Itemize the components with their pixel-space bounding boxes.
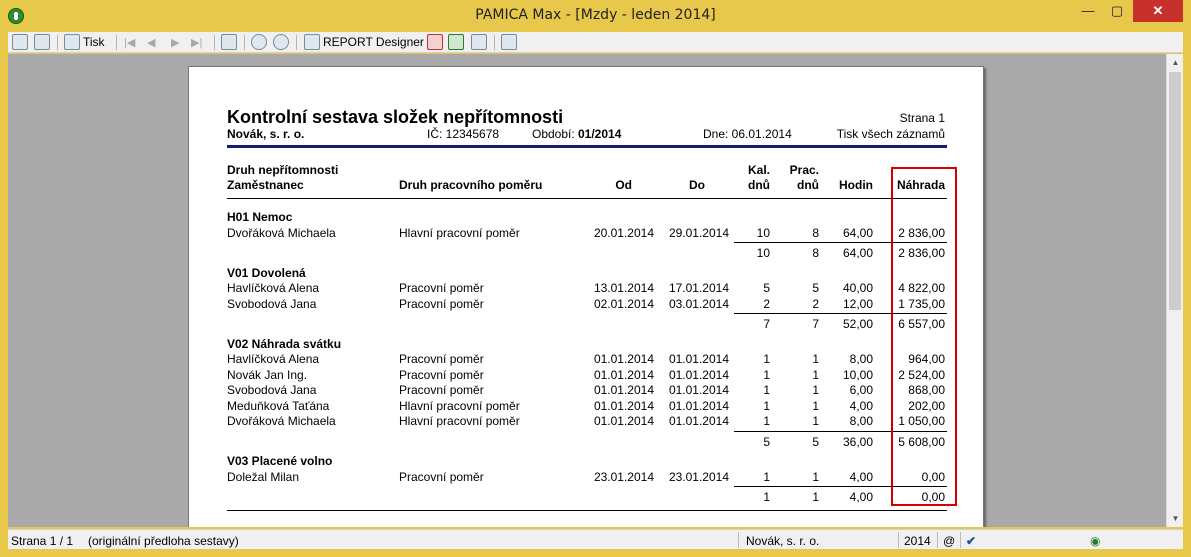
cell-from: 01.01.2014 xyxy=(593,398,654,413)
cell-from: 13.01.2014 xyxy=(593,281,654,295)
cell-calendar-days: 1 xyxy=(763,367,770,382)
cell-employment-type: Hlavní pracovní poměr xyxy=(399,225,520,240)
close-button[interactable]: ✕ xyxy=(1133,0,1183,22)
total-hours: 36,00 xyxy=(842,434,873,449)
status-separator xyxy=(898,532,899,548)
status-year: 2014 xyxy=(904,534,931,548)
total-calendar-days: 7 xyxy=(763,317,770,331)
toolbar-separator xyxy=(116,35,117,50)
cell-employee: Svobodová Jana xyxy=(227,383,317,397)
period-label: Období: xyxy=(532,127,575,141)
scrollbar-thumb[interactable] xyxy=(1169,72,1181,310)
cell-compensation: 1 050,00 xyxy=(898,414,945,428)
group-title: V01 Dovolená xyxy=(227,265,306,280)
status-page: Strana 1 / 1 xyxy=(11,534,74,548)
status-at: @ xyxy=(943,534,956,548)
header-compensation: Náhrada xyxy=(896,178,945,192)
cell-hours: 6,00 xyxy=(849,383,873,397)
cell-employee: Svobodová Jana xyxy=(227,296,317,311)
cell-to: 23.01.2014 xyxy=(668,469,729,484)
cell-to: 01.01.2014 xyxy=(668,367,729,382)
header-employee: Zaměstnanec xyxy=(227,178,304,192)
total-working-days: 8 xyxy=(812,246,819,260)
cell-hours: 12,00 xyxy=(842,296,873,311)
window-title: PAMICA Max - [Mzdy - leden 2014] xyxy=(475,7,716,23)
cell-compensation: 2 524,00 xyxy=(898,367,945,382)
cell-working-days: 1 xyxy=(812,414,819,428)
cell-to: 29.01.2014 xyxy=(668,225,729,240)
cell-hours: 4,00 xyxy=(849,469,873,484)
cell-employment-type: Pracovní poměr xyxy=(399,281,484,295)
toolbar-separator xyxy=(214,35,215,50)
cell-from: 01.01.2014 xyxy=(593,383,654,397)
ok-icon: ◉ xyxy=(1090,534,1101,548)
report-preview[interactable] xyxy=(8,54,1166,527)
title-bar xyxy=(0,0,1191,32)
print-label: Tisk xyxy=(83,35,105,49)
cell-compensation: 202,00 xyxy=(908,398,945,413)
total-calendar-days: 5 xyxy=(763,434,770,449)
total-hours: 4,00 xyxy=(849,490,873,504)
cell-from: 20.01.2014 xyxy=(593,225,654,240)
cell-employee: Dvořáková Michaela xyxy=(227,225,336,240)
company-id: IČ: 12345678 xyxy=(427,127,500,141)
report-page xyxy=(188,66,984,527)
cell-working-days: 1 xyxy=(812,352,819,366)
title-rule xyxy=(227,145,947,148)
cell-employment-type: Pracovní poměr xyxy=(399,383,484,397)
total-compensation: 2 836,00 xyxy=(898,246,945,260)
pdf-icon[interactable] xyxy=(427,34,443,50)
total-calendar-days: 10 xyxy=(756,246,770,260)
previous-page-button[interactable]: ◀ xyxy=(147,36,156,49)
email-icon[interactable] xyxy=(471,34,487,50)
report-designer-icon xyxy=(304,34,320,50)
cell-from: 01.01.2014 xyxy=(593,367,654,382)
cell-working-days: 2 xyxy=(812,296,819,311)
toolbar-separator xyxy=(296,35,297,50)
cell-calendar-days: 1 xyxy=(763,352,770,366)
period-value: 01/2014 xyxy=(578,127,622,141)
cell-calendar-days: 5 xyxy=(763,281,770,295)
cell-compensation: 964,00 xyxy=(908,352,945,366)
cell-to: 17.01.2014 xyxy=(668,281,729,295)
maximize-button[interactable]: ▢ xyxy=(1110,3,1124,18)
status-separator xyxy=(738,532,739,548)
header-rule xyxy=(227,198,947,199)
cell-compensation: 0,00 xyxy=(921,469,945,484)
total-calendar-days: 1 xyxy=(763,490,770,504)
total-hours: 64,00 xyxy=(842,246,873,260)
toolbar xyxy=(8,32,1183,53)
vertical-scrollbar[interactable] xyxy=(1166,54,1183,527)
header-hours: Hodin xyxy=(839,178,873,192)
cell-calendar-days: 2 xyxy=(763,296,770,311)
cell-employment-type: Hlavní pracovní poměr xyxy=(399,414,520,428)
toolbar-separator xyxy=(244,35,245,50)
print-scope: Tisk všech záznamů xyxy=(836,127,945,141)
report-date: Dne: 06.01.2014 xyxy=(703,127,792,141)
cell-to: 03.01.2014 xyxy=(668,296,729,311)
printer-icon xyxy=(64,34,80,50)
page-number: Strana 1 xyxy=(899,111,945,125)
scroll-down-icon[interactable]: ▼ xyxy=(1171,514,1180,523)
cell-calendar-days: 1 xyxy=(763,398,770,413)
header-working-days-1: Prac. xyxy=(789,163,819,177)
cell-compensation: 868,00 xyxy=(908,383,945,397)
cell-hours: 4,00 xyxy=(849,398,873,413)
cell-from: 23.01.2014 xyxy=(593,469,654,484)
cell-employment-type: Hlavní pracovní poměr xyxy=(399,398,520,413)
help-icon[interactable] xyxy=(501,34,517,50)
cell-employment-type: Pracovní poměr xyxy=(399,469,484,484)
header-absence-type: Druh nepřítomnosti xyxy=(227,163,339,177)
header-calendar-days-1: Kal. xyxy=(747,163,770,177)
report-designer-button[interactable] xyxy=(304,34,424,50)
cell-employee: Doležal Milan xyxy=(227,469,300,484)
cell-working-days: 1 xyxy=(812,469,819,484)
total-working-days: 5 xyxy=(812,434,819,449)
cell-hours: 64,00 xyxy=(842,225,873,240)
cell-compensation: 2 836,00 xyxy=(898,225,945,240)
cell-employee: Novák Jan Ing. xyxy=(227,367,308,382)
two-pages-icon[interactable] xyxy=(221,34,237,50)
report-title: Kontrolní sestava složek nepřítomnosti xyxy=(227,107,564,127)
total-compensation: 5 608,00 xyxy=(898,434,945,449)
status-separator xyxy=(960,532,961,548)
cell-employment-type: Pracovní poměr xyxy=(399,367,484,382)
zoom-in-icon[interactable] xyxy=(251,34,267,50)
cell-employee: Havlíčková Alena xyxy=(227,281,320,295)
cell-to: 01.01.2014 xyxy=(668,383,729,397)
cell-working-days: 1 xyxy=(812,383,819,397)
zoom-out-icon[interactable] xyxy=(273,34,289,50)
total-working-days: 7 xyxy=(812,317,819,331)
company-name: Novák, s. r. o. xyxy=(227,127,305,141)
header-to: Do xyxy=(689,178,705,192)
cell-to: 01.01.2014 xyxy=(668,414,729,428)
toolbar-separator xyxy=(57,35,58,50)
cell-calendar-days: 1 xyxy=(763,383,770,397)
cell-to: 01.01.2014 xyxy=(668,352,729,366)
header-from: Od xyxy=(615,178,632,192)
report-designer-label: REPORT Designer xyxy=(323,35,424,49)
header-working-days-2: dnů xyxy=(797,178,819,192)
footer-rule xyxy=(227,510,947,511)
cell-compensation: 4 822,00 xyxy=(898,281,945,295)
cell-hours: 10,00 xyxy=(842,367,873,382)
status-template: (originální předloha sestavy) xyxy=(88,534,239,548)
cell-from: 01.01.2014 xyxy=(593,352,654,366)
header-calendar-days-2: dnů xyxy=(748,178,770,192)
group-title: H01 Nemoc xyxy=(227,210,293,224)
cell-employment-type: Pracovní poměr xyxy=(399,352,484,366)
status-bar xyxy=(8,529,1183,549)
compensation-highlight xyxy=(891,167,957,506)
total-compensation: 6 557,00 xyxy=(898,317,945,331)
cell-calendar-days: 1 xyxy=(763,414,770,428)
header-employment-type: Druh pracovního poměru xyxy=(399,178,543,192)
next-page-button[interactable]: ▶ xyxy=(171,36,180,49)
first-page-button[interactable]: |◀ xyxy=(124,36,136,49)
cell-from: 02.01.2014 xyxy=(593,296,654,311)
cell-employee: Meduňková Taťána xyxy=(227,398,330,413)
total-working-days: 1 xyxy=(812,490,819,504)
cell-to: 01.01.2014 xyxy=(668,398,729,413)
total-hours: 52,00 xyxy=(842,317,873,331)
copy-icon[interactable] xyxy=(34,34,50,50)
group-title: V03 Placené volno xyxy=(227,454,333,468)
scroll-up-icon[interactable]: ▲ xyxy=(1171,58,1180,67)
cell-from: 01.01.2014 xyxy=(593,414,654,428)
last-page-button[interactable]: ▶| xyxy=(191,36,203,49)
cell-employee: Dvořáková Michaela xyxy=(227,414,336,428)
cell-hours: 40,00 xyxy=(842,281,873,295)
cell-working-days: 1 xyxy=(812,398,819,413)
status-separator xyxy=(937,532,938,548)
export-icon[interactable] xyxy=(12,34,28,50)
cell-calendar-days: 1 xyxy=(763,469,770,484)
cell-employee: Havlíčková Alena xyxy=(227,352,320,366)
status-company: Novák, s. r. o. xyxy=(746,534,820,548)
cell-hours: 8,00 xyxy=(849,352,873,366)
excel-icon[interactable] xyxy=(448,34,464,50)
cell-working-days: 1 xyxy=(812,367,819,382)
cell-employment-type: Pracovní poměr xyxy=(399,296,484,311)
cell-working-days: 8 xyxy=(812,225,819,240)
toolbar-separator xyxy=(494,35,495,50)
cell-calendar-days: 10 xyxy=(756,225,770,240)
print-button[interactable] xyxy=(64,34,105,50)
group-title: V02 Náhrada svátku xyxy=(227,336,342,351)
cell-compensation: 1 735,00 xyxy=(898,296,945,311)
total-compensation: 0,00 xyxy=(921,490,945,504)
cell-working-days: 5 xyxy=(812,281,819,295)
cell-hours: 8,00 xyxy=(849,414,873,428)
check-icon: ✔ xyxy=(966,534,977,548)
minimize-button[interactable]: — xyxy=(1081,3,1095,18)
